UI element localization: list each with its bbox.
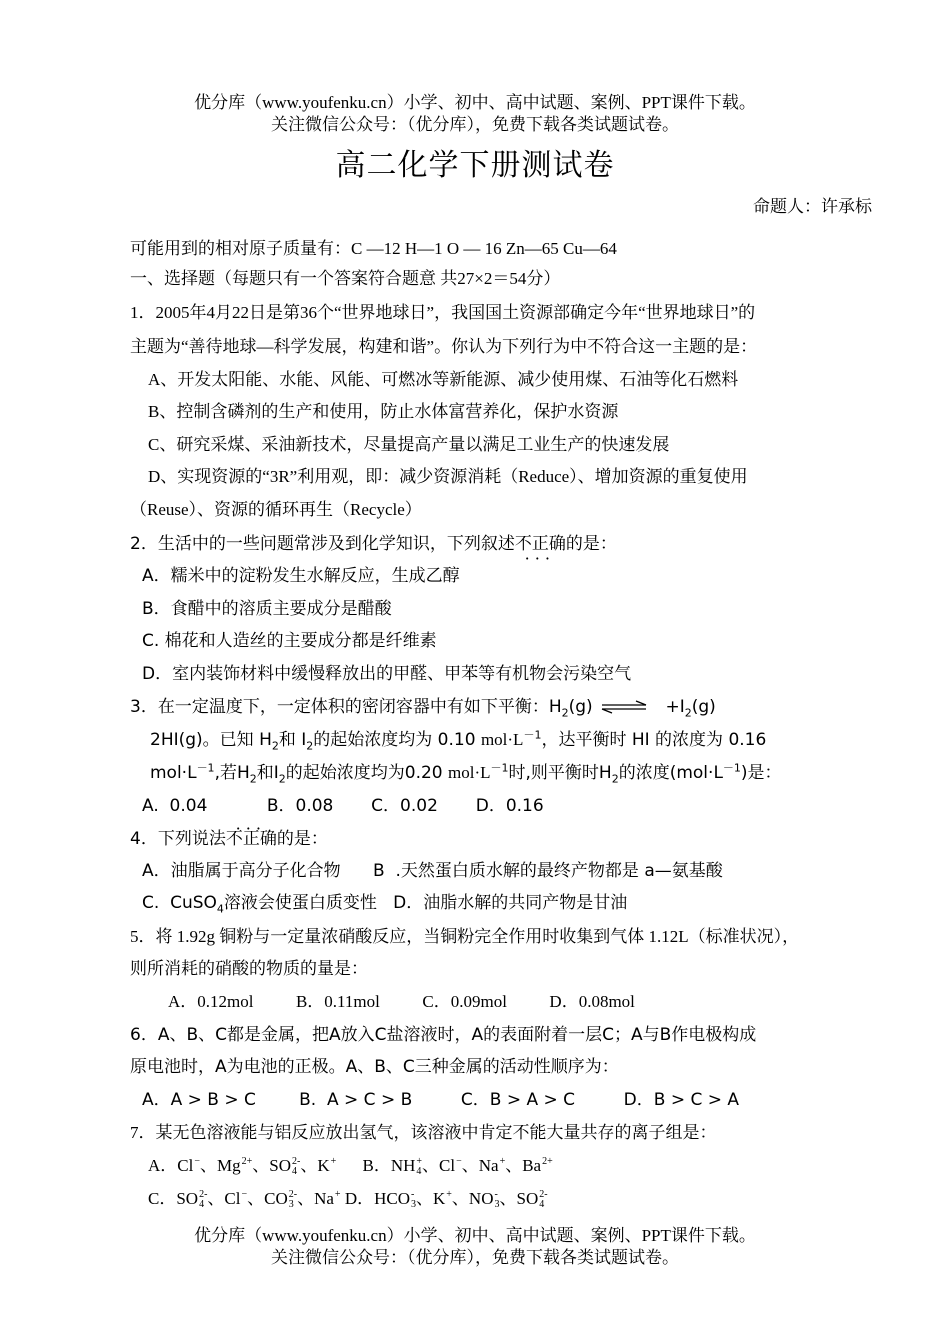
q3-stem-line-3 <box>150 762 782 784</box>
ion-symbol: Ba <box>522 1156 542 1175</box>
ion-subscript <box>542 1167 553 1177</box>
ion <box>177 1155 200 1177</box>
ion <box>469 1188 500 1210</box>
q4-options-ab: A．油脂属于高分子化合物 B .天然蛋白质水解的最终产物都是 a—氨基酸 <box>142 861 723 881</box>
ion-subscript: 3 <box>411 1199 416 1211</box>
q5-stem-line-2: 则所消耗的硝酸的物质的量是： <box>130 959 368 978</box>
q3-subscript: 2 <box>249 772 257 786</box>
q4-subscript: 4 <box>216 902 224 916</box>
q7-options-cd <box>148 1188 548 1210</box>
q4-stem-pre: 4．下列说法 <box>130 829 226 849</box>
ion-charge-stack <box>456 1157 462 1177</box>
separator: 、 <box>199 1156 217 1175</box>
q3-text: ，达平衡时 HI 的浓度为 0.16 <box>541 730 767 750</box>
q3-stem-line-2 <box>150 729 766 751</box>
header-line-2: 关注微信公众号：（优分库），免费下载各类试题试卷。 <box>271 115 679 134</box>
ion-symbol: HCO <box>374 1189 410 1208</box>
q4-options-cd <box>142 892 627 914</box>
ion-symbol: Cl <box>224 1189 241 1208</box>
ion-subscript <box>500 1167 506 1177</box>
ion <box>224 1188 247 1210</box>
ion <box>522 1155 553 1177</box>
ion-charge: + <box>499 1156 506 1168</box>
section-heading: 一、选择题（每题只有一个答案符合题意 共27×2＝54分） <box>130 269 561 288</box>
ion-charge-stack <box>241 1190 247 1210</box>
q4-text: C. CuSO <box>142 893 217 913</box>
q3-text: 和I <box>256 763 279 783</box>
q4-stem-post: 的是： <box>276 829 328 849</box>
equilibrium-arrow-icon <box>598 700 650 714</box>
ion-charge: 2+ <box>241 1156 253 1168</box>
ion-charge: - <box>411 1189 415 1201</box>
ion-symbol: Mg <box>216 1156 241 1175</box>
ion <box>374 1188 416 1210</box>
ion-charge-stack <box>194 1157 200 1177</box>
q3-options: A. 0.04 B．0.08 C．0.02 D．0.16 <box>142 796 544 816</box>
q1-option-c: C、研究采煤、采油新技术，尽量提高产量以满足工业生产的快速发展 <box>148 435 670 454</box>
ion-charge-stack <box>242 1157 253 1177</box>
ion-symbol: Na <box>478 1156 499 1175</box>
q1-option-a: A、开发太阳能、水能、风能、可燃冰等新能源、减少使用煤、石油等化石燃料 <box>148 370 739 389</box>
q3-unit: mol·L <box>448 763 491 782</box>
q1-option-d-line-2: （Reuse）、资源的循环再生（Recycle） <box>130 500 422 519</box>
q3-stem-line-1 <box>130 696 716 718</box>
q3-text: +I <box>665 697 685 717</box>
separator: 、 <box>247 1189 265 1208</box>
ion-subscript: 4 <box>539 1199 545 1211</box>
q3-superscript: －1 <box>523 728 542 742</box>
ion-group <box>176 1189 341 1211</box>
ion-subscript <box>331 1167 337 1177</box>
ion-charge: 2+ <box>542 1156 553 1168</box>
ion <box>314 1188 340 1210</box>
q3-text: 时,则平衡时H <box>508 763 612 783</box>
ion-subscript: 3 <box>494 1199 500 1211</box>
ion <box>439 1155 462 1177</box>
ion-subscript <box>456 1167 462 1177</box>
option-label: B． <box>362 1156 391 1175</box>
option-label: C． <box>148 1189 177 1208</box>
q1-option-b: B、控制含磷剂的生产和使用，防止水体富营养化，保护水资源 <box>148 402 619 421</box>
q4-text: 溶液会使蛋白质变性 D．油脂水解的共同产物是甘油 <box>223 893 628 913</box>
ion-charge: − <box>456 1156 462 1168</box>
q3-subscript: 2 <box>306 739 314 753</box>
q2-stem-pre: 2．生活中的一些问题常涉及到化学知识，下列叙述 <box>130 534 515 554</box>
ion-charge: - <box>494 1189 498 1201</box>
ion-charge: + <box>334 1189 341 1201</box>
separator: 、 <box>252 1156 270 1175</box>
ion-charge-stack <box>446 1190 452 1210</box>
ion-subscript: 4 <box>416 1166 422 1178</box>
q3-superscript: －1 <box>490 761 509 775</box>
ion-subscript: 4 <box>199 1199 205 1211</box>
ion <box>176 1188 207 1210</box>
ion-subscript <box>194 1167 200 1177</box>
ion-charge: + <box>446 1189 452 1201</box>
q7-option-c <box>148 1189 341 1211</box>
header-line-1: 优分库（www.youfenku.cn）小学、初中、高中试题、案例、PPT课件下载。 <box>194 93 756 112</box>
ion-charge-stack <box>292 1157 300 1177</box>
author: 命题人：许承标 <box>753 197 872 216</box>
ion-charge-stack <box>335 1190 341 1210</box>
q1-option-d-line-1: D、实现资源的“3R”利用观，即：减少资源消耗（Reduce）、增加资源的重复使用 <box>148 467 748 486</box>
atomic-masses: 可能用到的相对原子质量有：C —12 H—1 O — 16 Zn—65 Cu—64 <box>130 239 617 258</box>
ion-subscript <box>241 1200 247 1210</box>
q2-option-b: B．食醋中的溶质主要成分是醋酸 <box>142 599 392 619</box>
separator: 、 <box>416 1189 433 1208</box>
ion-symbol: NO <box>468 1189 494 1208</box>
ion <box>516 1188 547 1210</box>
ion-subscript <box>242 1167 253 1177</box>
ion-charge-stack <box>199 1190 207 1210</box>
separator: 、 <box>499 1189 517 1208</box>
q1-stem-line-1: 1．2005年4月22日是第36个“世界地球日”，我国国土资源部确定今年“世界地球日”的 <box>130 303 756 322</box>
q7-options-ab <box>148 1155 553 1177</box>
separator: 、 <box>297 1189 315 1208</box>
ion-charge: + <box>416 1156 423 1168</box>
q3-text: 和 I <box>278 730 307 750</box>
ion-symbol: SO <box>176 1189 199 1208</box>
q5-options: A．0.12mol B．0.11mol C．0.09mol D．0.08mol <box>168 992 635 1011</box>
ion-symbol: Na <box>314 1189 334 1208</box>
q3-text: 的浓度(mol·L <box>618 763 723 783</box>
q3-superscript: －1 <box>196 761 215 775</box>
ion-charge-stack <box>494 1190 499 1210</box>
ion-charge: 2- <box>199 1189 208 1201</box>
ion-subscript: 3 <box>288 1199 294 1211</box>
option-label: D． <box>344 1189 375 1208</box>
ion-charge-stack <box>416 1157 422 1177</box>
ion-symbol: Cl <box>177 1156 194 1175</box>
q2-option-d: D．室内装饰材料中缓慢释放出的甲醛、甲苯等有机物会污染空气 <box>142 664 632 684</box>
q7-option-b <box>362 1156 553 1178</box>
ion-charge: − <box>241 1189 248 1201</box>
separator: 、 <box>422 1156 440 1175</box>
q3-text: mol·L <box>150 763 197 783</box>
q3-text: (g) <box>568 697 593 717</box>
ion-charge: + <box>330 1156 337 1168</box>
separator: 、 <box>300 1156 318 1175</box>
q3-text: 2HI(g)。已知 H <box>150 730 272 750</box>
ion-symbol: SO <box>516 1189 539 1208</box>
ion-subscript <box>446 1200 452 1210</box>
q2-option-c: C. 棉花和人造丝的主要成分都是纤维素 <box>142 631 437 651</box>
ion-group <box>374 1189 548 1211</box>
separator: 、 <box>461 1156 479 1175</box>
ion <box>479 1155 505 1177</box>
q5-stem-line-1: 5．将 1.92g 铜粉与一定量浓硝酸反应，当铜粉完全作用时收集到气体 1.12L（标准状况）， <box>130 927 800 946</box>
ion-subscript: 4 <box>291 1166 297 1178</box>
separator: 、 <box>207 1189 225 1208</box>
ion-symbol: NH <box>390 1156 416 1175</box>
q4-emphasis: 不正确 ••• <box>226 828 277 850</box>
q7-option-a <box>148 1156 337 1178</box>
q1-stem-line-2: 主题为“善待地球—科学发展，构建和谐”。你认为下列行为中不符合这一主题的是： <box>130 337 758 356</box>
ion-charge: 2- <box>539 1189 548 1201</box>
q3-text: 3．在一定温度下，一定体积的密闭容器中有如下平衡：H <box>130 697 562 717</box>
option-label: A． <box>148 1156 178 1175</box>
q6-stem-line-2: 原电池时，A为电池的正极。A、B、C三种金属的活动性顺序为： <box>130 1057 619 1077</box>
footer-line-2: 关注微信公众号：（优分库），免费下载各类试题试卷。 <box>271 1248 679 1267</box>
q3-text: )是： <box>740 763 782 783</box>
ion <box>391 1155 422 1177</box>
ion-symbol: CO <box>264 1189 288 1208</box>
q3-text: 的起始浓度均为 0.10 <box>313 730 481 750</box>
ion <box>264 1188 297 1210</box>
q7-option-d <box>344 1189 548 1211</box>
q2-option-a: A．糯米中的淀粉发生水解反应，生成乙醇 <box>142 566 460 586</box>
page-title: 高二化学下册测试卷 <box>335 149 615 182</box>
ion-charge: 2- <box>291 1156 301 1168</box>
q3-subscript: 2 <box>684 706 692 720</box>
ion-symbol: K <box>433 1189 446 1208</box>
ion-symbol: Cl <box>439 1156 456 1175</box>
q3-subscript: 2 <box>611 772 619 786</box>
ion <box>217 1155 252 1177</box>
q3-text: 的起始浓度均为0.20 <box>285 763 449 783</box>
separator: 、 <box>451 1189 469 1208</box>
q3-text: ,若H <box>214 763 250 783</box>
ion-charge-stack <box>331 1157 337 1177</box>
q7-stem: 7．某无色溶液能与铝反应放出氢气，该溶液中肯定不能大量共存的离子组是： <box>130 1123 717 1142</box>
ion-symbol: SO <box>269 1156 291 1175</box>
separator: 、 <box>505 1156 523 1175</box>
q3-subscript: 2 <box>278 772 286 786</box>
ion-charge-stack <box>542 1157 553 1177</box>
ion-group <box>390 1156 553 1178</box>
ion <box>269 1155 300 1177</box>
q6-stem-line-1: 6．A、B、C都是金属，把A放入C盐溶液时，A的表面附着一层C；A与B作电极构成 <box>130 1025 757 1045</box>
q3-subscript: 2 <box>271 739 279 753</box>
q3-text: (g) <box>691 697 716 717</box>
q4-stem <box>130 828 328 850</box>
q2-stem <box>130 533 617 555</box>
footer-line-1: 优分库（www.youfenku.cn）小学、初中、高中试题、案例、PPT课件下载。 <box>194 1226 756 1245</box>
ion <box>317 1155 336 1177</box>
ion-symbol: K <box>317 1156 330 1175</box>
q3-superscript: －1 <box>722 761 741 775</box>
ion-charge: − <box>194 1156 200 1168</box>
q3-subscript: 2 <box>561 706 569 720</box>
ion-charge-stack <box>539 1190 547 1210</box>
q6-options: A．A > B > C B. A > C > B C．B > A > C D．B > C > A <box>142 1090 740 1110</box>
q2-stem-post: 的是： <box>565 534 617 554</box>
ion-charge-stack <box>289 1190 297 1210</box>
ion-group <box>177 1156 337 1178</box>
ion <box>433 1188 452 1210</box>
ion-subscript <box>335 1200 341 1210</box>
ion-charge-stack <box>500 1157 506 1177</box>
ion-charge: 2- <box>288 1189 298 1201</box>
ion-charge-stack <box>411 1190 416 1210</box>
q3-unit: mol·L <box>480 730 524 749</box>
q2-emphasis: 不正确 ••• <box>515 533 566 555</box>
